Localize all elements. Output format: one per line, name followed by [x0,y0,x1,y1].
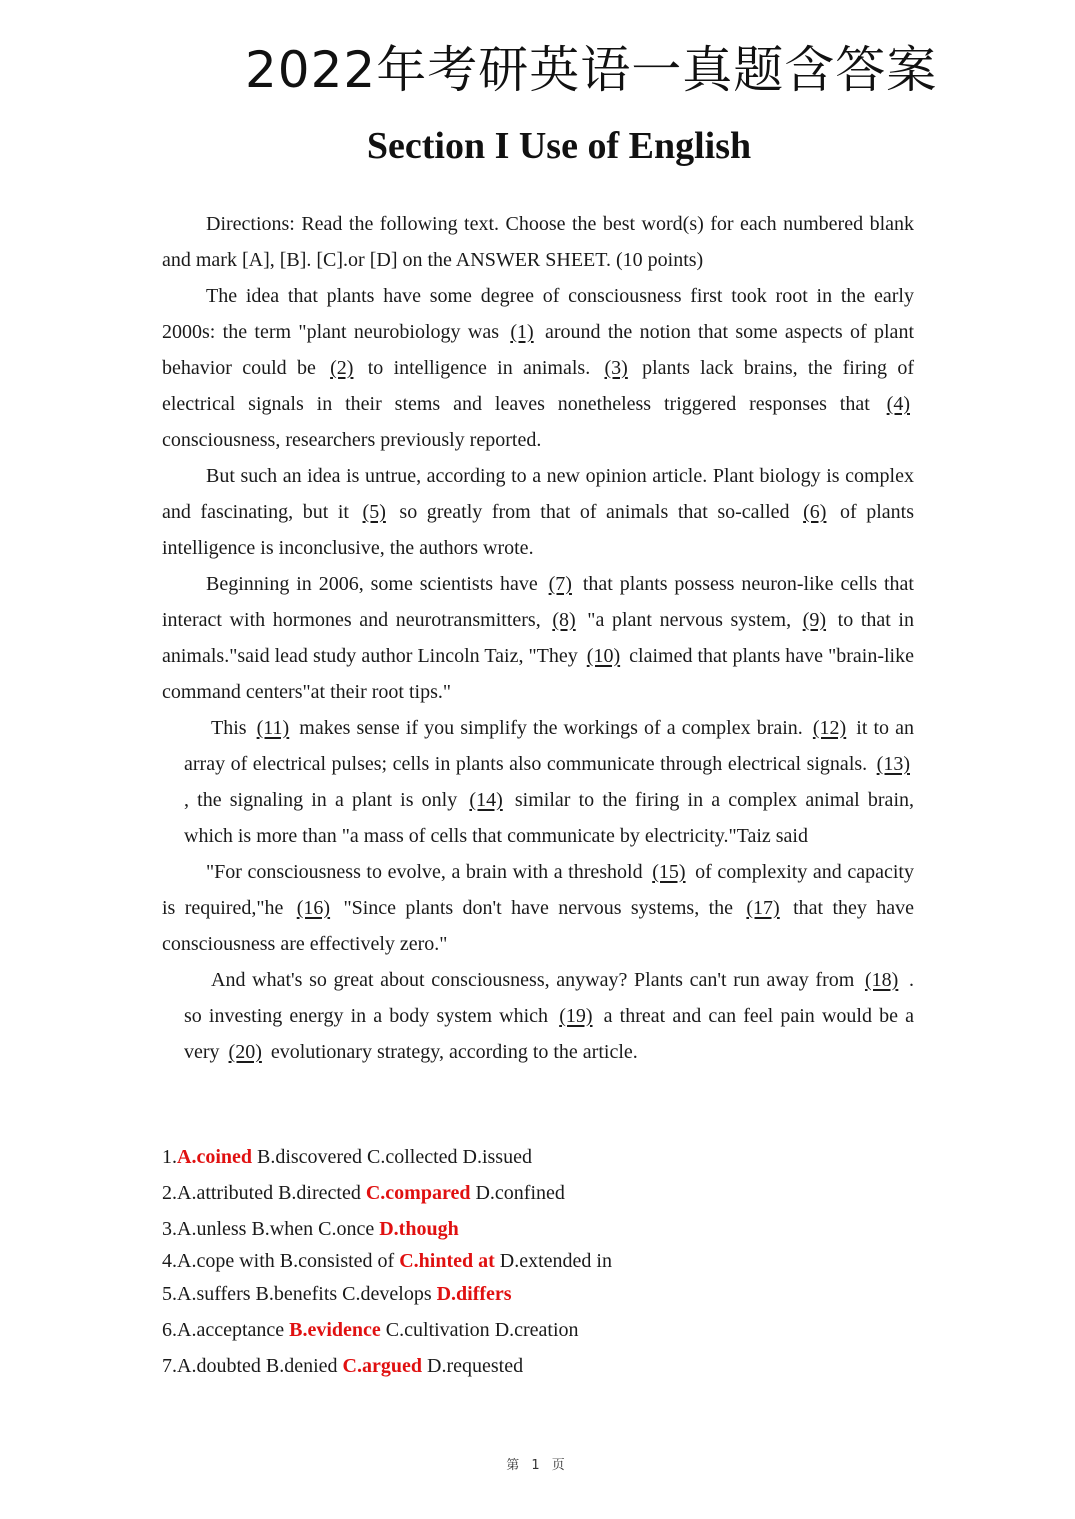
passage [162,206,914,1070]
blank-number: (2) [330,357,354,379]
blank-number: (13) [876,753,910,775]
passage-text: Directions: Read the following text. Choose the best word(s) for each numbered blank and mark [A], [B]. [C].or [D] on the ANSWER SHEET. (10 points) [162,213,914,271]
question-number: 1. [162,1146,177,1168]
passage-text: This [211,717,253,739]
passage-text: , the signaling in a plant is only [184,789,466,811]
passage-text: it to an array of electrical pulses; cells in plants also communicate through electrical signals. [184,717,914,775]
question-number: 3. [162,1218,177,1240]
answer-choice: D.creation [494,1319,579,1341]
passage-text: evolutionary strategy, according to the article. [265,1041,638,1063]
passage-text: of complexity and capacity is required,"he [162,861,914,919]
answer-choice: D.extended in [499,1250,612,1272]
blank-number: (16) [296,897,331,919]
answer-choice: A.suffers [177,1283,251,1305]
passage-text: But such an idea is untrue, according to a new opinion article. Plant biology is complex and fascinating, but it [162,465,914,523]
blank-number: (1) [510,321,534,343]
passage-paragraph [162,278,914,458]
passage-text: similar to the firing in a complex animal brain, which is more than "a mass of cells that communicate by electricity."Taiz said [184,789,914,847]
option-line [162,1247,922,1276]
answer-choice: D.issued [462,1146,532,1168]
blank-number: (5) [362,501,386,523]
answer-options [162,1139,922,1384]
blank-number: (10) [586,645,621,667]
correct-answer: A.coined [177,1146,252,1168]
question-number: 2. [162,1182,177,1204]
question-number: 4. [162,1250,177,1272]
passage-text: Beginning in 2006, some scientists have [206,573,545,595]
passage-text: "Since plants don't have nervous systems, the [334,897,743,919]
option-line [162,1139,922,1175]
answer-choice: B.directed [278,1182,361,1204]
page-number: 第 1 页 [506,1458,569,1473]
answer-choice: B.benefits [255,1283,338,1305]
passage-text: "a plant nervous system, [579,609,799,631]
answer-choice: C.collected [366,1146,458,1168]
passage-text: around the notion that some aspects of plant behavior could be [162,321,914,379]
correct-answer: C.compared [365,1182,471,1204]
answer-choice: B.consisted of [279,1250,395,1272]
passage-text: that plants possess neuron-like cells that interact with hormones and neurotransmitters, [162,573,914,631]
answer-choice: C.cultivation [385,1319,490,1341]
passage-text: consciousness, researchers previously reported. [162,429,542,451]
blank-number: (15) [652,861,686,883]
blank-number: (14) [469,789,503,811]
blank-number: (7) [548,573,572,595]
correct-answer: B.evidence [289,1319,381,1341]
answer-choice: B.denied [265,1355,338,1377]
passage-text: plants lack brains, the firing of electrical signals in their stems and leaves nonetheless triggered responses that [162,357,914,415]
blank-number: (19) [559,1005,593,1027]
passage-text: And what's so great about consciousness, anyway? Plants can't run away from [211,969,861,991]
option-line [162,1348,922,1384]
answer-choice: B.when [251,1218,314,1240]
correct-answer: C.argued [342,1355,422,1377]
blank-number: (9) [802,609,827,631]
passage-text: claimed that plants have "brain-like command centers"at their root tips." [162,645,914,703]
blank-number: (11) [256,717,290,739]
passage-text: to that in animals."said lead study author Lincoln Taiz, "They [162,609,914,667]
answer-choice: A.attributed [177,1182,274,1204]
option-line [162,1175,922,1211]
answer-choice: B.discovered [257,1146,362,1168]
answer-choice: A.acceptance [177,1319,285,1341]
blank-number: (18) [864,969,899,991]
correct-answer: C.hinted at [399,1250,495,1272]
passage-paragraph [184,710,914,854]
passage-paragraph [162,854,914,962]
answer-choice: A.doubted [177,1355,261,1377]
question-number: 6. [162,1319,177,1341]
answer-choice: A.unless [177,1218,247,1240]
passage-text: . so investing energy in a body system which [184,969,914,1027]
correct-answer: D.differs [436,1283,512,1305]
answer-choice: D.requested [427,1355,524,1377]
blank-number: (20) [228,1041,262,1063]
passage-text: a threat and can feel pain would be a very [184,1005,914,1063]
passage-text: The idea that plants have some degree of consciousness first took root in the early 2000s: the term "plant neurobiology was [162,285,914,343]
option-line [162,1211,922,1247]
blank-number: (12) [812,717,847,739]
answer-choice: A.cope with [177,1250,275,1272]
passage-paragraph [162,206,914,278]
option-line [162,1276,922,1312]
passage-text: so greatly from that of animals that so-called [389,501,800,523]
answer-choice: D.confined [475,1182,565,1204]
blank-number: (6) [803,501,827,523]
blank-number: (3) [604,357,628,379]
passage-text: "For consciousness to evolve, a brain with a threshold [206,861,649,883]
document-title: 2022年考研英语一真题含答案 [245,41,938,99]
passage-paragraph [162,566,914,710]
passage-paragraph [162,458,914,566]
blank-number: (4) [886,393,910,415]
correct-answer: D.though [379,1218,459,1240]
blank-number: (17) [746,897,780,919]
section-heading: Section I Use of English [366,125,752,167]
passage-text: that they have consciousness are effectively zero." [162,897,914,955]
blank-number: (8) [552,609,576,631]
answer-choice: C.once [318,1218,375,1240]
question-number: 7. [162,1355,177,1377]
passage-text: makes sense if you simplify the workings of a complex brain. [293,717,809,739]
answer-choice: C.develops [342,1283,432,1305]
option-line [162,1312,922,1348]
passage-text: of plants intelligence is inconclusive, the authors wrote. [162,501,914,559]
question-number: 5. [162,1283,177,1305]
passage-text: to intelligence in animals. [357,357,601,379]
passage-paragraph [184,962,914,1070]
